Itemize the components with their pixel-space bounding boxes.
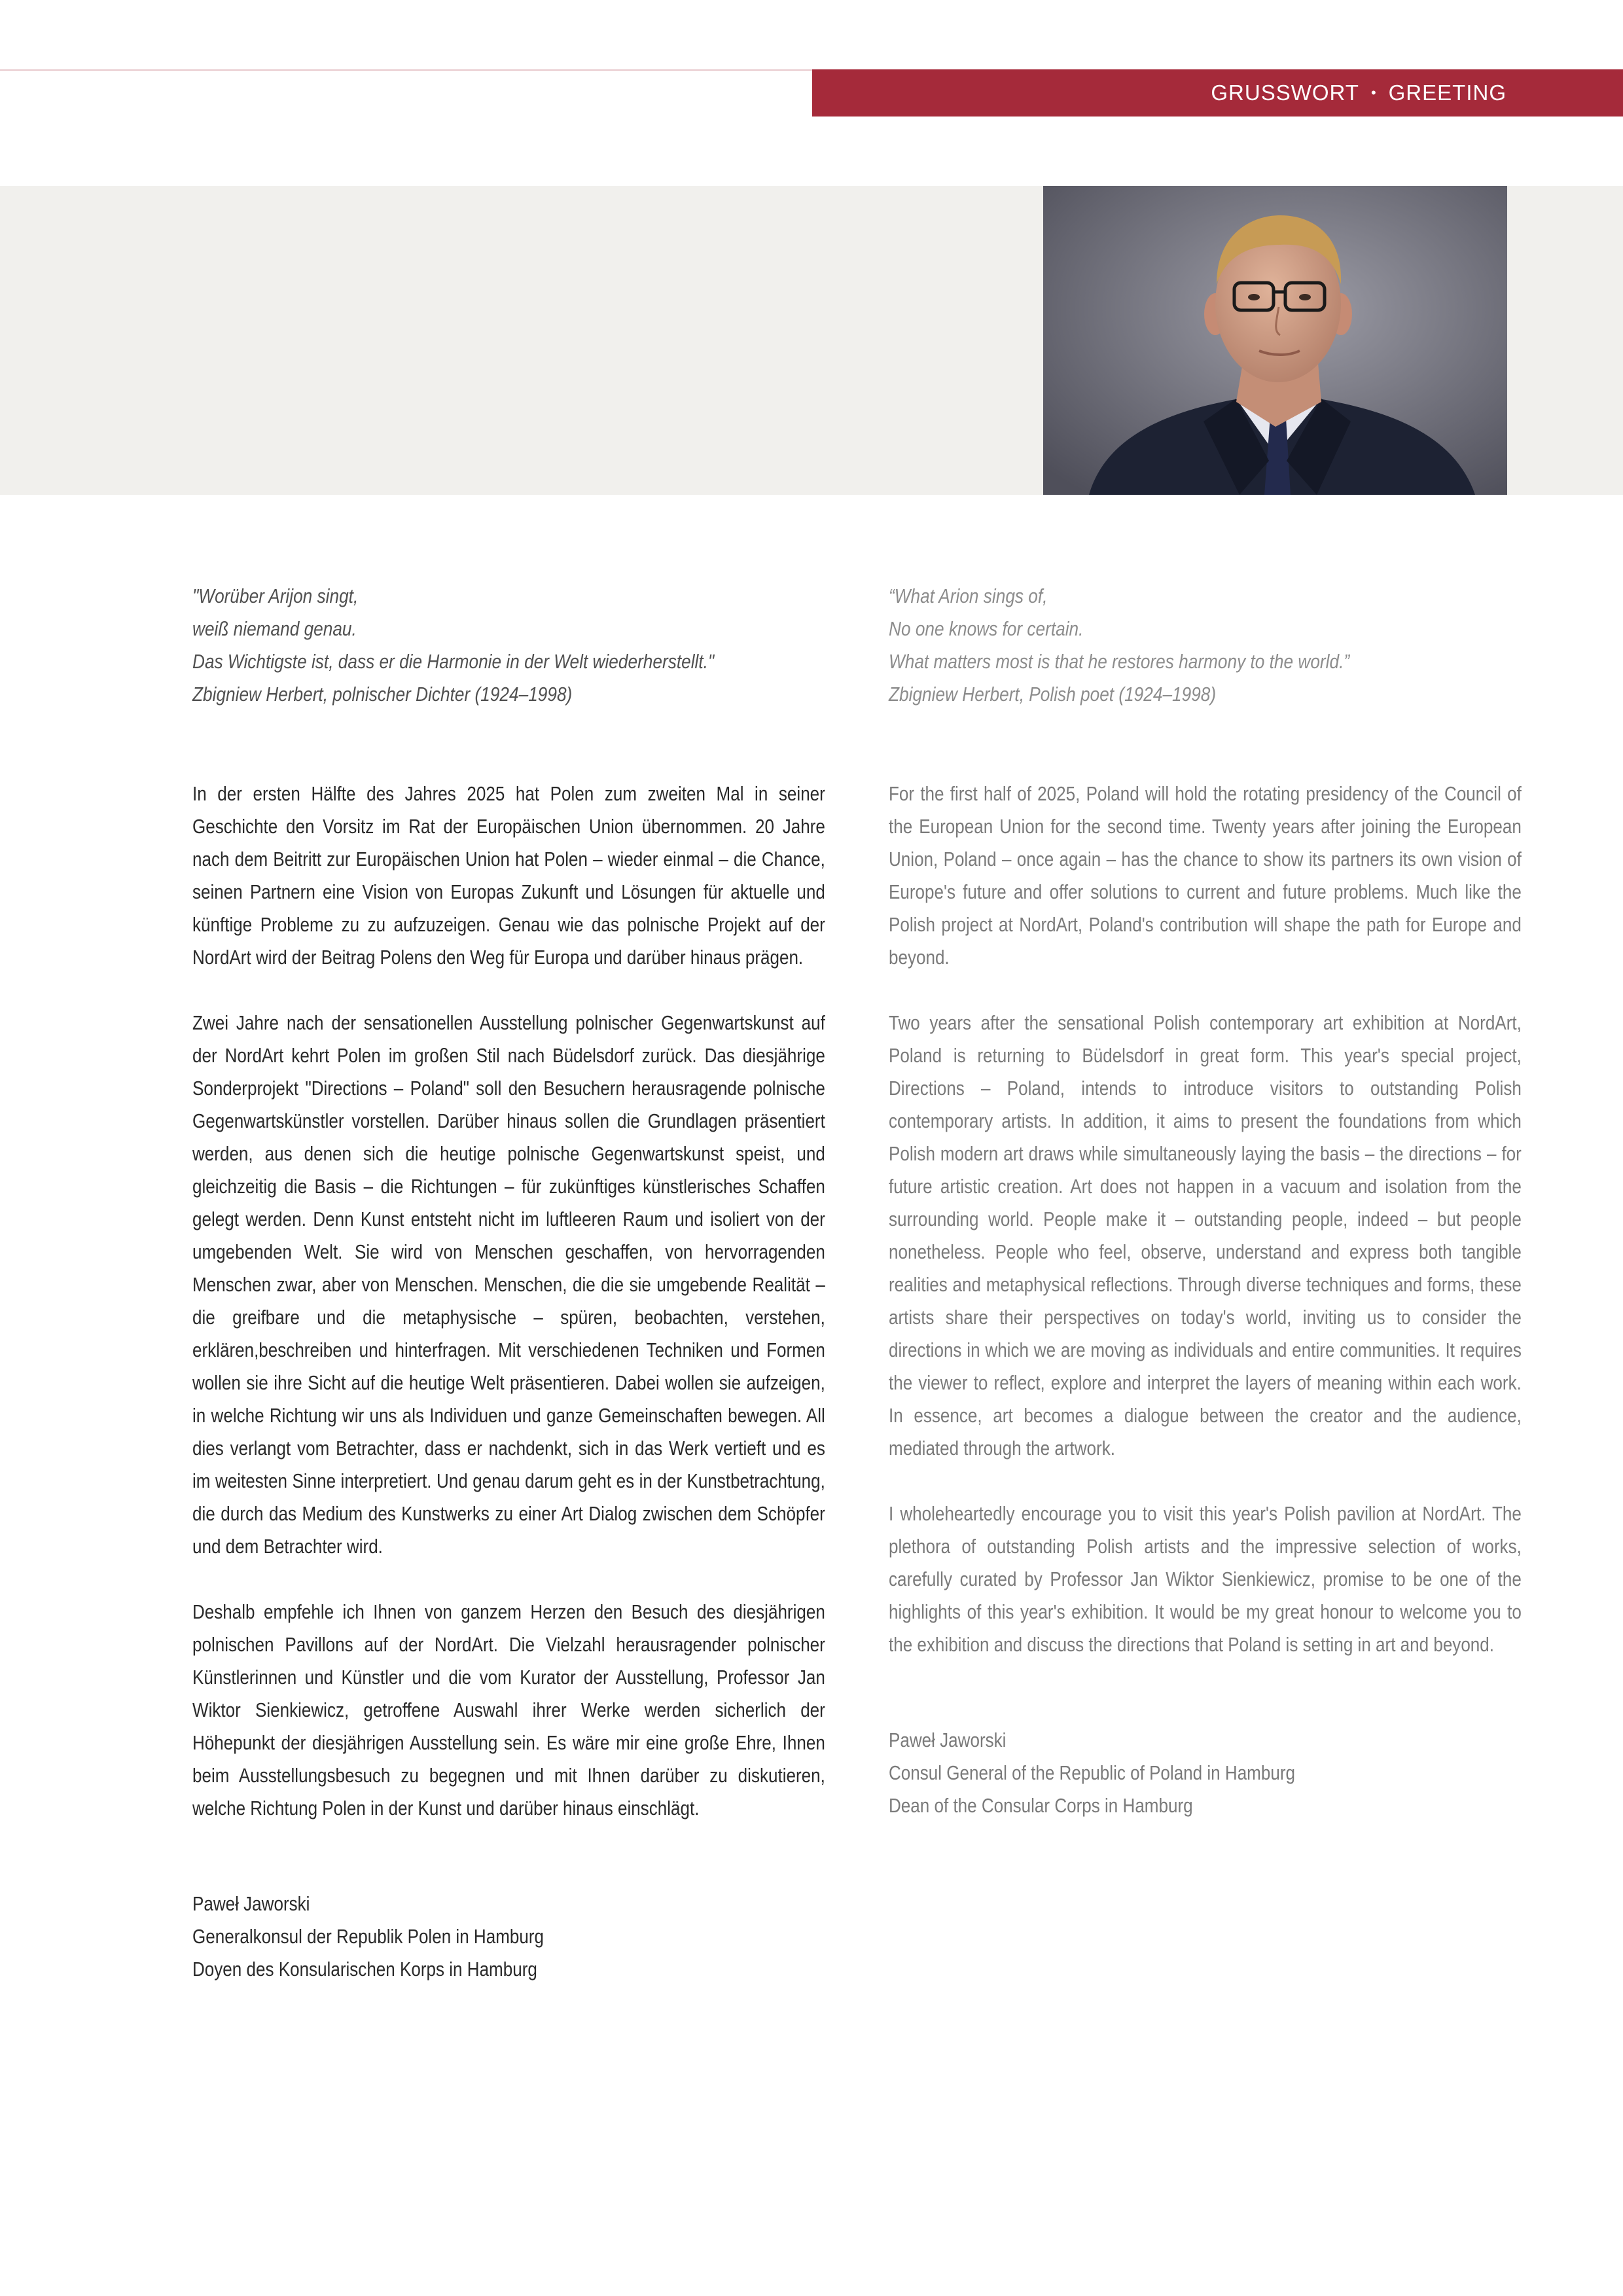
top-divider-line [0, 69, 813, 71]
portrait-photo [1043, 186, 1507, 495]
paragraph: In der ersten Hälfte des Jahres 2025 hat Polen zum zweiten Mal in seiner Geschichte den Vorsitz im Rat der Europäischen Union übernommen. 20 Jahre nach dem Beitritt zur Europäischen Union hat Polen – wieder einmal – die Chance, seinen Partnern eine Vision von Europas Zukunft und Lösungen für aktuelle und künftige Probleme zu zu aufzuzeigen. Genau wie das polnische Projekt auf der NordArt wird der Beitrag Polens den Weg für Europa und darüber hinaus prägen. [192, 782, 825, 969]
portrait-photo-icon [1043, 186, 1507, 495]
quote-en [889, 580, 1395, 711]
quote-line: No one knows for certain. [889, 618, 1084, 640]
section-title-en: GREETING [1388, 81, 1507, 105]
quote-attribution: Zbigniew Herbert, Polish poet (1924–1998) [889, 683, 1217, 706]
paragraph: I wholeheartedly encourage you to visit this year's Polish pavilion at NordArt. The plethora of outstanding Polish artists and the impressive selection of works, carefully curated by Professor Jan Wiktor Sienkiewicz, promise to be one of the highlights of this year's exhibition. It would be my great honour to welcome you to the exhibition and discuss the directions that Poland is setting in art and beyond. [889, 1502, 1522, 1656]
quote-attribution: Zbigniew Herbert, polnischer Dichter (1924–1998) [192, 683, 573, 706]
signature-block [889, 1724, 1522, 1822]
signature-title: Generalkonsul der Republik Polen in Hamburg [192, 1925, 544, 1948]
section-title-de: GRUSSWORT [1211, 81, 1359, 105]
section-separator: • [1370, 84, 1377, 101]
section-header-bar [812, 69, 1623, 117]
body-column-en [889, 778, 1522, 1822]
signature-title: Doyen des Konsularischen Korps in Hamburg [192, 1958, 537, 1981]
quote-line: Das Wichtigste ist, dass er die Harmonie in der Welt wiederherstellt." [192, 651, 715, 673]
quote-line: "Worüber Arijon singt, [192, 585, 359, 607]
body-column-de [192, 778, 825, 1986]
paragraph: Zwei Jahre nach der sensationellen Ausstellung polnischer Gegenwartskunst auf der NordArt kehrt Polen im großen Stil nach Büdelsdorf zurück. Das diesjährige Sonderprojekt "Directions – Poland" soll den Besuchern herausragende polnische Gegenwartskünstler vorstellen. Darüber hinaus sollen die Grundlagen präsentiert werden, aus denen sich die heutige polnische Gegenwartskunst speist, und gleichzeitig die Basis – die Richtungen – für zukünftiges künstlerisches Schaffen gelegt werden. Denn Kunst entsteht nicht im luftleeren Raum und isoliert von der umgebenden Welt. Sie wird von Menschen geschaffen, von hervorragenden Menschen zwar, aber von Menschen. Menschen, die die sie umgebende Realität – die greifbare und die metaphysische – spüren, beobachten, verstehen, erklären,beschreiben und hinterfragen. Mit verschiedenen Techniken und Formen wollen sie ihre Sicht auf die heutige Welt präsentieren. Dabei wollen sie aufzeigen, in welche Richtung wir uns als Individuen und ganze Gemeinschaften bewegen. All dies verlangt vom Betrachter, dass er nachdenkt, sich in das Werk vertieft und es im weitesten Sinne interpretiert. Und genau darum geht es in der Kunstbetrachtung, die durch das Medium des Kunstwerks zu einer Art Dialog zwischen dem Schöpfer und dem Betrachter wird. [192, 1011, 825, 1558]
paragraph: For the first half of 2025, Poland will hold the rotating presidency of the Council of the European Union for the second time. Twenty years after joining the European Union, Poland – once again – has the chance to show its partners its own vision of Europe's future and offer solutions to current and future problems. Much like the Polish project at NordArt, Poland's contribution will shape the path for Europe and beyond. [889, 782, 1522, 969]
quote-de [192, 580, 715, 711]
paragraph: Deshalb empfehle ich Ihnen von ganzem Herzen den Besuch des diesjährigen polnischen Pavillons auf der NordArt. Die Vielzahl herausragender polnischer Künstlerinnen und Künstler und die vom Kurator der Ausstellung, Professor Jan Wiktor Sienkiewicz, getroffene Auswahl ihrer Werke werden sicherlich der Höhepunkt der diesjährigen Ausstellung sein. Es wäre mir eine große Ehre, Ihnen beim Ausstellungsbesuch zu begegnen und mit Ihnen darüber zu diskutieren, welche Richtung Polen in der Kunst und darüber hinaus einschlägt. [192, 1600, 825, 1820]
signature-name: Paweł Jaworski [192, 1892, 310, 1915]
paragraph: Two years after the sensational Polish contemporary art exhibition at NordArt, Poland is returning to Büdelsdorf in great form. This year's special project, Directions – Poland, intends to introduce visitors to outstanding Polish contemporary artists. In addition, it aims to present the foundations from which Polish modern art draws while simultaneously laying the basis – the directions – for future artistic creation. Art does not happen in a vacuum and isolation from the surrounding world. People make it – outstanding people, indeed – but people nonetheless. People who feel, observe, understand and express both tangible realities and metaphysical reflections. Through diverse techniques and forms, these artists share their perspectives on today's world, inviting us to consider the directions in which we are moving as individuals and entire communities. It requires the viewer to reflect, explore and interpret the layers of meaning within each work. In essence, art becomes a dialogue between the creator and the audience, mediated through the artwork. [889, 1011, 1522, 1460]
quote-line: “What Arion sings of, [889, 585, 1048, 607]
quote-line: weiß niemand genau. [192, 618, 357, 640]
signature-title: Dean of the Consular Corps in Hamburg [889, 1794, 1193, 1817]
quote-line: What matters most is that he restores harmony to the world.” [889, 651, 1350, 673]
signature-title: Consul General of the Republic of Poland in Hamburg [889, 1761, 1295, 1784]
signature-block [192, 1888, 825, 1986]
signature-name: Paweł Jaworski [889, 1729, 1007, 1751]
